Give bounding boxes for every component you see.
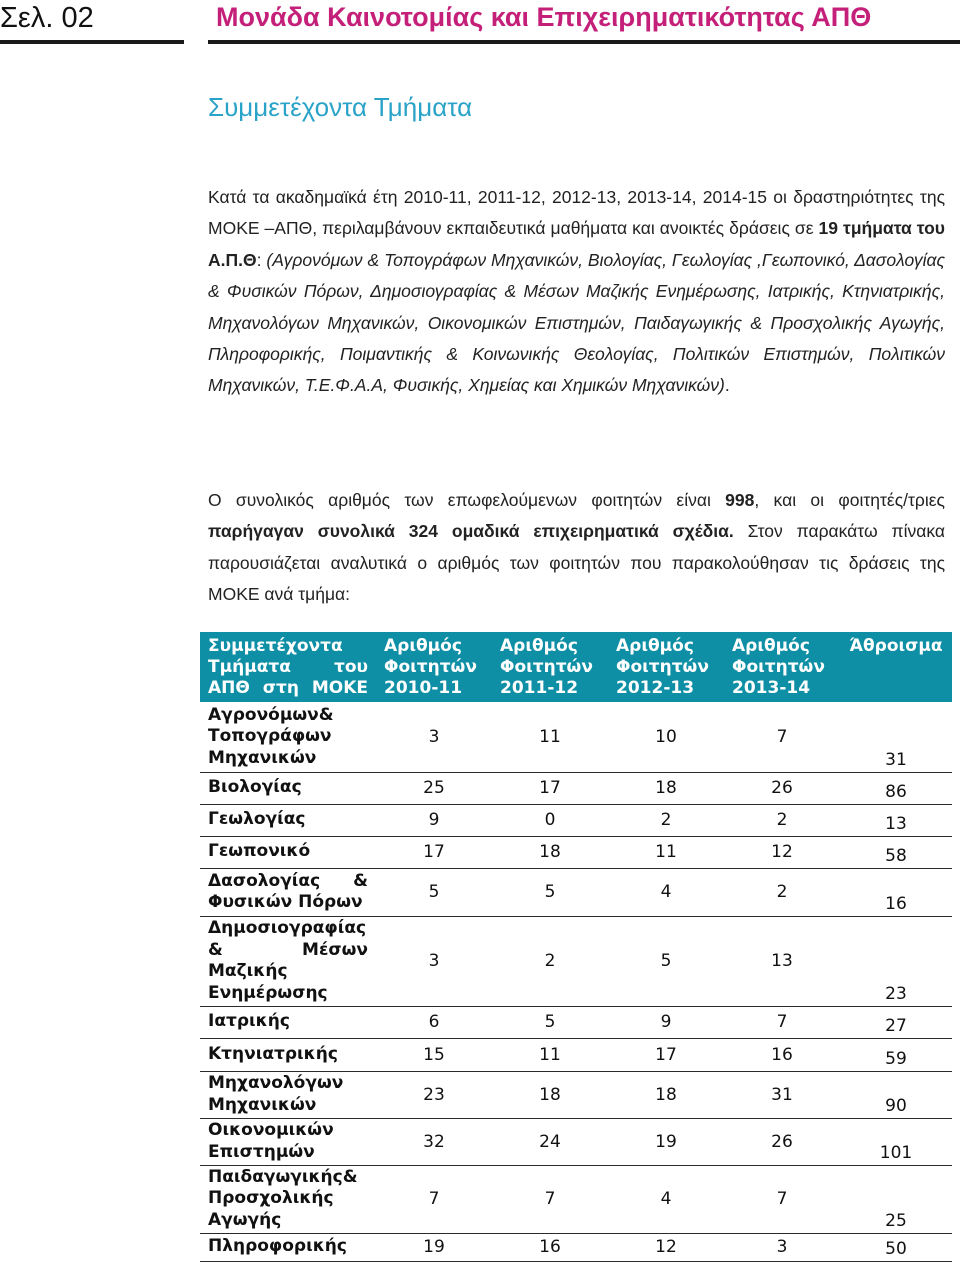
students-total: 23 [840,916,952,1006]
table-row [200,804,952,836]
students-2013-14: 3 [724,1233,840,1261]
students-2012-13: 9 [608,1006,724,1038]
students-2010-11: 23 [376,1071,492,1118]
table-row [200,916,952,1006]
table-row [200,868,952,916]
table-row [200,1071,952,1118]
department-name: Κτηνιατρικής [200,1038,376,1071]
header-2012-13: Αριθμός Φοιτητών 2012-13 [608,632,724,702]
students-2013-14: 26 [724,1118,840,1165]
department-name: Βιολογίας [200,772,376,804]
students-total: 101 [840,1118,952,1165]
section-title: Συμμετέχοντα Τμήματα [208,92,473,122]
students-2012-13: 4 [608,868,724,916]
intro-paragraph: Κατά τα ακαδημαϊκά έτη 2010-11, 2011-12, 2012-13, 2013-14, 2014-15 οι δραστηριότητες της ΜΟΚΕ –ΑΠΘ, περιλαμβάνουν εκπαιδευτικά μαθήματα και ανοικτές δράσεις σε 19 τμήματα του Α.Π.Θ: (Αγρονόμων & Τοπογράφων Μηχανικών, Βιολογίας, Γεωλογίας ,Γεωπονικό, Δασολογίας & Φυσικών Πόρων, Δημοσιογραφίας & Μέσων Μαζικής Ενημέρωσης, Ιατρικής, Κτηνιατρικής, Μηχανολόγων Μηχανικών, Οικονομικών Επιστημών, Παιδαγωγικής & Προσχολικής Αγωγής, Πληροφορικής, Ποιμαντικής & Κοινωνικής Θεολογίας, Πολιτικών Επιστημών, Πολιτικών Μηχανικών, Τ.Ε.Φ.Α.Α, Φυσικής, Χημείας και Χημικών Μηχανικών). [208,187,945,396]
students-2010-11: 3 [376,702,492,772]
students-2013-14: 26 [724,772,840,804]
students-2013-14: 7 [724,1165,840,1233]
students-2010-11: 32 [376,1118,492,1165]
students-2013-14: 7 [724,702,840,772]
table-row [200,1118,952,1165]
students-2011-12: 16 [492,1233,608,1261]
students-2011-12: 18 [492,1071,608,1118]
header-rule-right [208,40,960,44]
students-2013-14: 12 [724,836,840,868]
students-per-department-table [200,632,952,1262]
table-header-row [200,632,952,702]
students-2010-11: 6 [376,1006,492,1038]
header-total: Άθροισμα [840,632,952,702]
department-name: Πληροφορικής [200,1233,376,1261]
header-rule-left [0,40,184,44]
department-name: Μηχανολόγων Μηχανικών [200,1071,376,1118]
students-2011-12: 11 [492,1038,608,1071]
table-row [200,1006,952,1038]
students-2012-13: 4 [608,1165,724,1233]
students-2012-13: 5 [608,916,724,1006]
students-2013-14: 7 [724,1006,840,1038]
students-2011-12: 0 [492,804,608,836]
students-2013-14: 2 [724,804,840,836]
students-2011-12: 5 [492,868,608,916]
department-name: Δασολογίας & Φυσικών Πόρων [200,868,376,916]
students-total: 31 [840,702,952,772]
students-2011-12: 24 [492,1118,608,1165]
department-name: Δημοσιογραφίας & Μέσων Μαζικής Ενημέρωσης [200,916,376,1006]
table-row [200,772,952,804]
students-2013-14: 16 [724,1038,840,1071]
table-row [200,702,952,772]
students-2011-12: 7 [492,1165,608,1233]
students-2010-11: 15 [376,1038,492,1071]
students-total: 58 [840,836,952,868]
students-total: 59 [840,1038,952,1071]
students-2011-12: 2 [492,916,608,1006]
students-2011-12: 17 [492,772,608,804]
students-2010-11: 5 [376,868,492,916]
students-2012-13: 17 [608,1038,724,1071]
students-total: 86 [840,772,952,804]
students-total: 16 [840,868,952,916]
header-2010-11: Αριθμός Φοιτητών 2010-11 [376,632,492,702]
students-2010-11: 7 [376,1165,492,1233]
total-students: 998 [725,490,755,510]
students-2013-14: 31 [724,1071,840,1118]
students-total: 25 [840,1165,952,1233]
departments-count: 19 τμήματα του Α.Π.Θ [208,218,945,270]
students-total: 13 [840,804,952,836]
students-total: 27 [840,1006,952,1038]
department-name: Γεωλογίας [200,804,376,836]
students-2012-13: 12 [608,1233,724,1261]
students-2013-14: 2 [724,868,840,916]
students-2010-11: 19 [376,1233,492,1261]
header-2013-14: Αριθμός Φοιτητών 2013-14 [724,632,840,702]
department-name: Ιατρικής [200,1006,376,1038]
students-2010-11: 17 [376,836,492,868]
students-2012-13: 10 [608,702,724,772]
students-total: 50 [840,1233,952,1261]
department-name: Παιδαγωγικής& Προσχολικής Αγωγής [200,1165,376,1233]
page-number: Σελ. 02 [0,2,94,34]
students-2012-13: 19 [608,1118,724,1165]
students-2013-14: 13 [724,916,840,1006]
table-row [200,1038,952,1071]
table-row [200,836,952,868]
department-name: Αγρονόμων& Τοπογράφων Μηχανικών [200,702,376,772]
students-2012-13: 11 [608,836,724,868]
header-2011-12: Αριθμός Φοιτητών 2011-12 [492,632,608,702]
summary-paragraph: Ο συνολικός αριθμός των επωφελούμενων φοιτητών είναι 998, και οι φοιτητές/τριες παρήγαγαν συνολικά 324 ομαδικά επιχειρηματικά σχέδια. Στον παρακάτω πίνακα παρουσιάζεται αναλυτικά ο αριθμός των φοιτητών που παρακολούθησαν τις δράσεις της ΜΟΚΕ ανά τμήμα: [208,490,946,605]
students-2010-11: 25 [376,772,492,804]
department-name: Οικονομικών Επιστημών [200,1118,376,1165]
header-departments: Συμμετέχοντα Τμήματα του ΑΠΘ στη ΜΟΚΕ [200,632,376,702]
students-2011-12: 11 [492,702,608,772]
departments-list: (Αγρονόμων & Τοπογράφων Μηχανικών, Βιολογίας, Γεωλογίας ,Γεωπονικό, Δασολογίας & Φυσικών Πόρων, Δημοσιογραφίας & Μέσων Μαζικής Ενημέρωσης, Ιατρικής, Κτηνιατρικής, Μηχανολόγων Μηχανικών, Οικονομικών Επιστημών, Παιδαγωγικής & Προσχολικής Αγωγής, Πληροφορικής, Ποιμαντικής & Κοινωνικής Θεολογίας, Πολιτικών Επιστημών, Πολιτικών Μηχανικών, Τ.Ε.Φ.Α.Α, Φυσικής, Χημείας και Χημικών Μηχανικών) [208,249,945,396]
department-name: Γεωπονικό [200,836,376,868]
students-2012-13: 18 [608,772,724,804]
page-header-title: Μονάδα Καινοτομίας και Επιχειρηματικότητας ΑΠΘ [216,2,872,32]
students-2012-13: 18 [608,1071,724,1118]
students-2012-13: 2 [608,804,724,836]
students-2011-12: 18 [492,836,608,868]
table-row [200,1165,952,1233]
students-2010-11: 9 [376,804,492,836]
business-plans-count: παρήγαγαν συνολικά 324 ομαδικά επιχειρηματικά σχέδια. [208,521,734,542]
students-2010-11: 3 [376,916,492,1006]
students-total: 90 [840,1071,952,1118]
students-2011-12: 5 [492,1006,608,1038]
